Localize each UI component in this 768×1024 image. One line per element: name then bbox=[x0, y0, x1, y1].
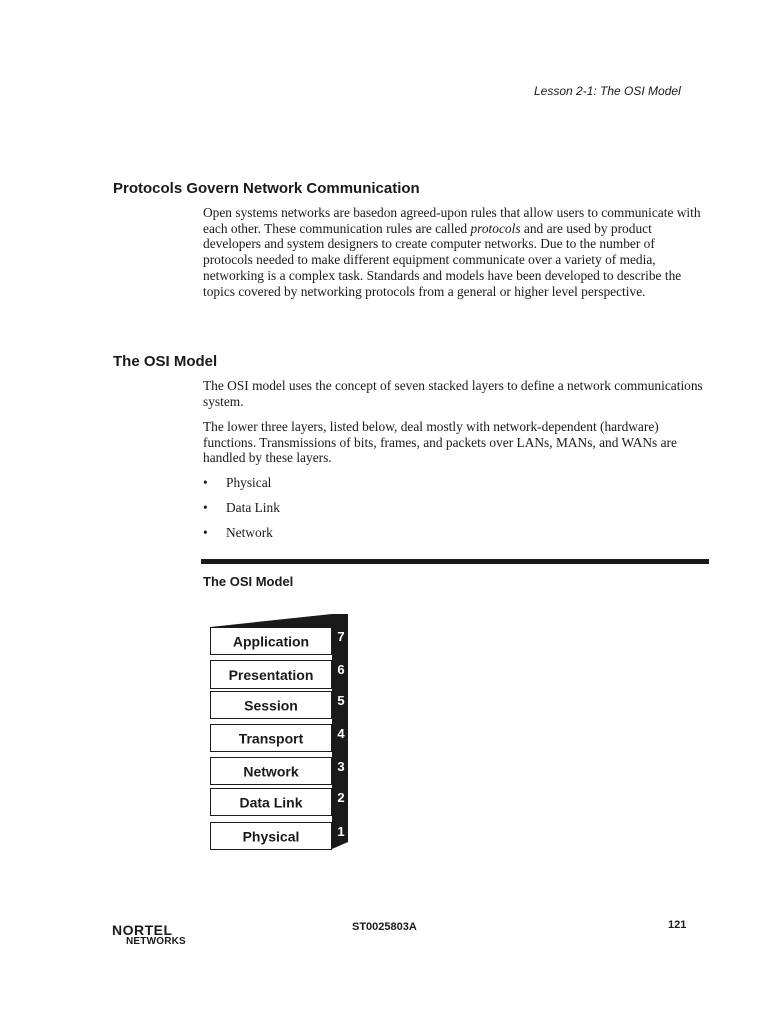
page-number: 121 bbox=[668, 919, 687, 931]
paragraph-text: and are used by product developers and system designers to create computer networks. Due to the number of protocols needed to make different equipment communicate over a variety of media, networking is a complex task. Standards and models have been developed to describe the topics covered by networking protocols from a general or higher level perspective. bbox=[203, 220, 682, 299]
osi-layer-number: 2 bbox=[337, 790, 345, 805]
italic-term: protocols bbox=[470, 220, 521, 236]
protocols-paragraph bbox=[203, 205, 703, 299]
list-item bbox=[203, 500, 280, 525]
section-heading-protocols: Protocols Govern Network Communication bbox=[113, 180, 420, 197]
list-item-label: Data Link bbox=[226, 500, 280, 515]
osi-layer-name: Presentation bbox=[228, 667, 314, 683]
running-header: Lesson 2-1: The OSI Model bbox=[534, 84, 681, 98]
osi-stack-svg bbox=[200, 606, 360, 856]
osi-layer-number: 3 bbox=[337, 759, 345, 774]
logo-line-2: NETWORKS bbox=[126, 936, 186, 947]
bullet-icon: • bbox=[203, 500, 208, 515]
stack-top-bevel bbox=[210, 614, 332, 627]
osi-paragraph-1: The OSI model uses the concept of seven stacked layers to define a network communications system. bbox=[203, 378, 703, 409]
osi-layer-number: 7 bbox=[337, 629, 345, 644]
osi-layer-stack-diagram bbox=[200, 606, 360, 856]
list-item bbox=[203, 525, 280, 550]
logo-line-1: NORTEL bbox=[112, 922, 173, 938]
figure-rule bbox=[201, 559, 709, 564]
document-number: ST0025803A bbox=[352, 921, 417, 933]
paragraph-text: Open systems networks are basedon agreed-upon rules that allow users to communicate with each other. These communication rules are called bbox=[203, 205, 701, 236]
list-item bbox=[203, 475, 280, 500]
bullet-icon: • bbox=[203, 525, 208, 540]
section-heading-osi: The OSI Model bbox=[113, 353, 218, 370]
osi-layer-number: 6 bbox=[337, 662, 345, 677]
osi-layer-name: Data Link bbox=[239, 794, 303, 811]
list-item-label: Physical bbox=[226, 475, 272, 490]
osi-layer-name: Transport bbox=[238, 730, 304, 747]
osi-paragraph-2: The lower three layers, listed below, deal mostly with network-dependent (hardware) functions. Transmissions of bits, frames, and packets over LANs, MANs, and WANs are handled by these layers. bbox=[203, 419, 677, 466]
osi-layer-name: Session bbox=[244, 697, 298, 714]
osi-layer-number: 1 bbox=[337, 824, 345, 839]
lower-layers-list bbox=[203, 475, 280, 550]
nortel-logo bbox=[112, 923, 210, 949]
osi-layer-number: 4 bbox=[337, 726, 345, 741]
osi-layer-number: 5 bbox=[337, 693, 345, 708]
osi-layer-name: Physical bbox=[242, 828, 300, 845]
osi-layer-name: Network bbox=[243, 763, 299, 780]
list-item-label: Network bbox=[226, 525, 273, 540]
osi-layer-name: Application bbox=[232, 633, 310, 650]
bullet-icon: • bbox=[203, 475, 208, 490]
figure-title: The OSI Model bbox=[203, 574, 294, 589]
